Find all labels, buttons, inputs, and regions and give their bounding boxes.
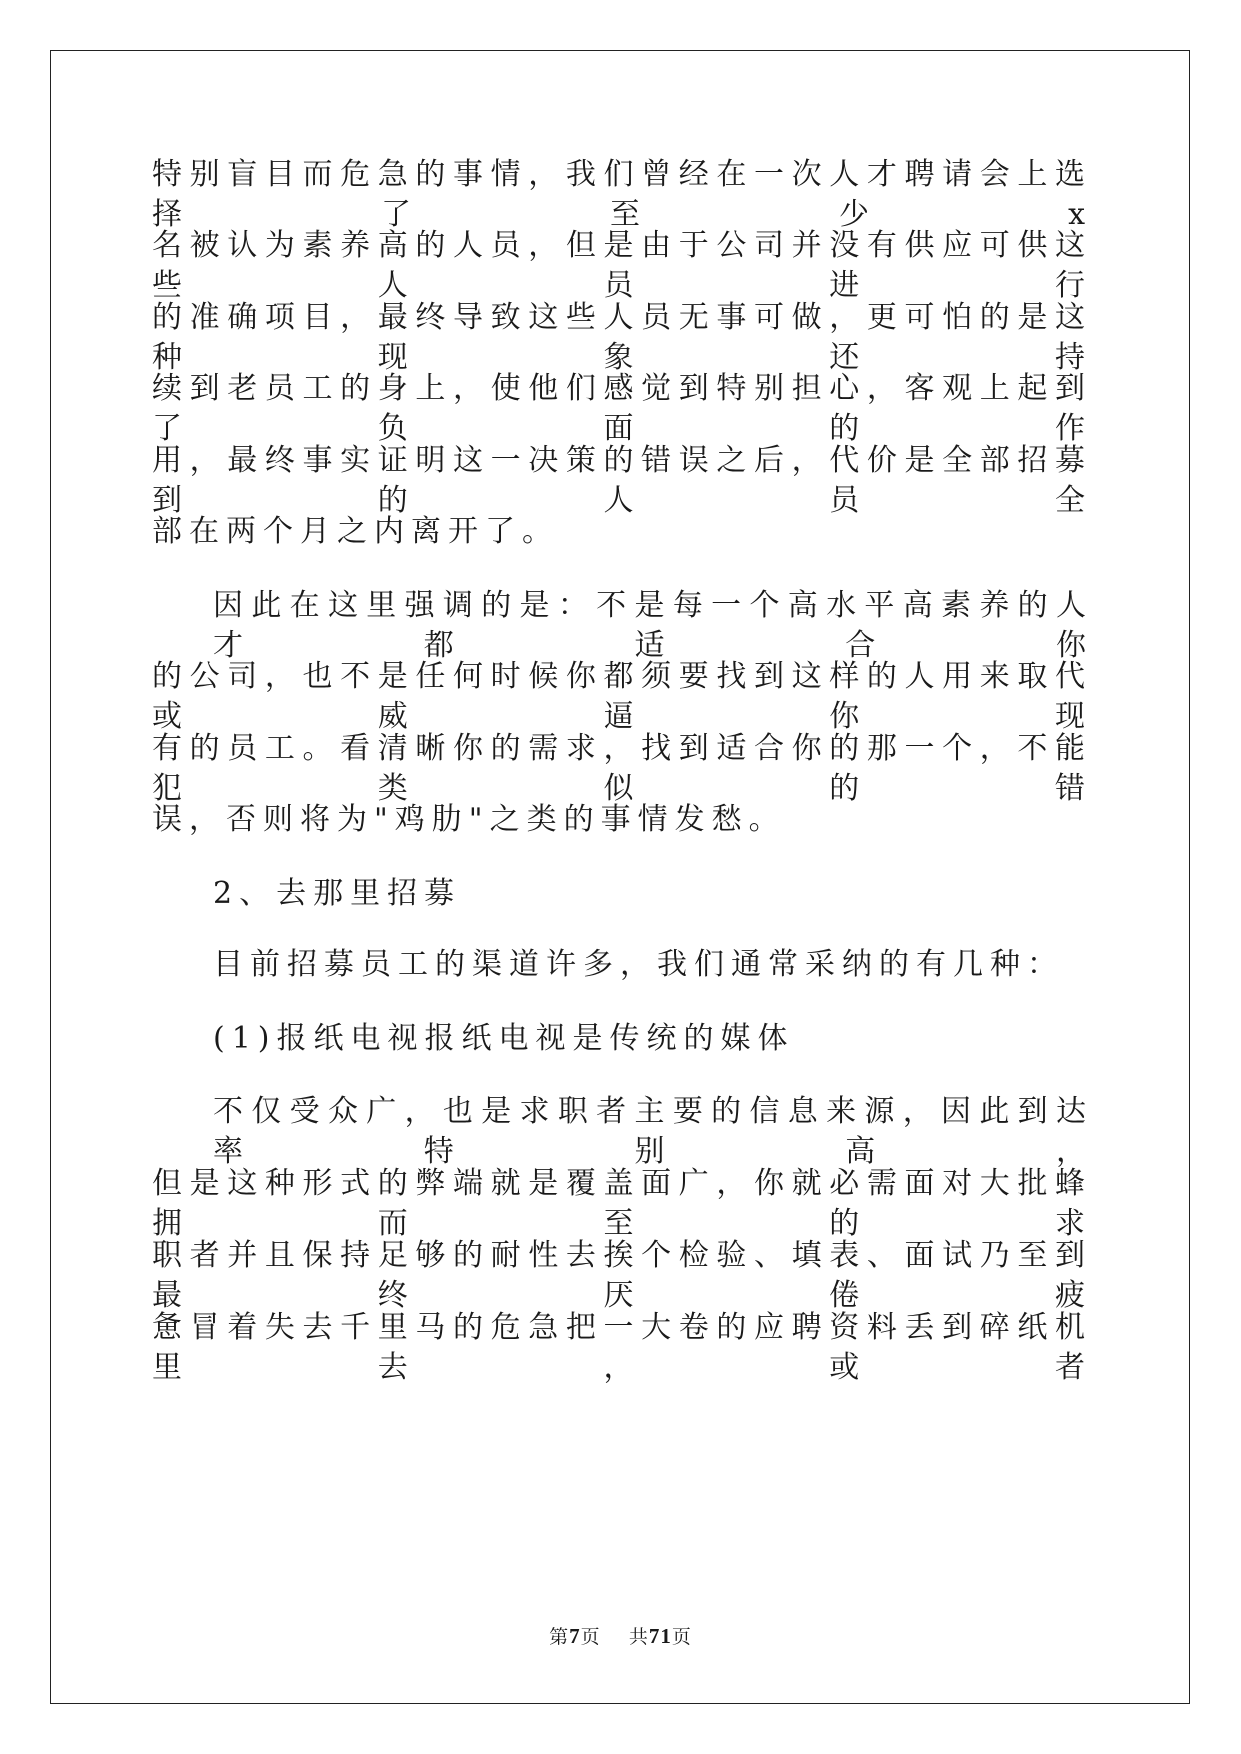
text-line-6: 部在两个月之内离开了。	[152, 514, 559, 549]
total-prefix: 共	[628, 1626, 649, 1648]
text-line-1: 特别盲目而危急的事情，我们曾经在一次人才聘请会上选择了至少x	[152, 157, 1092, 232]
text-line-7: 因此在这里强调的是：不是每一个高水平高素养的人才都适合你	[213, 588, 1093, 663]
page-number: 7	[569, 1624, 581, 1648]
text-line-5: 用，最终事实证明这一决策的错误之后，代价是全部招募到的人员全	[152, 443, 1092, 518]
page-footer	[0, 1622, 1241, 1649]
text-line-9: 有的员工。看清晰你的需求，找到适合你的那一个，不能犯类似的错	[152, 731, 1092, 806]
text-line-16: 职者并且保持足够的耐性去挨个检验、填表、面试乃至到最终厌倦疲	[152, 1238, 1092, 1313]
text-line-2: 名被认为素养高的人员，但是由于公司并没有供应可供这些人员进行	[152, 228, 1092, 303]
total-suffix: 页	[671, 1626, 692, 1648]
section-heading: 2、去那里招募	[213, 876, 462, 911]
text-line-4: 续到老员工的身上，使他们感觉到特别担心，客观上起到了负面的作	[152, 371, 1092, 446]
text-line-10: 误，否则将为"鸡肋"之类的事情发愁。	[152, 802, 786, 837]
text-line-17: 惫冒着失去千里马的危急把一大卷的应聘资料丢到碎纸机里去，或者	[152, 1310, 1092, 1385]
page-suffix: 页	[580, 1626, 601, 1648]
subsection-heading: (1)报纸电视报纸电视是传统的媒体	[213, 1021, 795, 1056]
text-line-14: 不仅受众广，也是求职者主要的信息来源，因此到达率特别高，	[213, 1094, 1093, 1169]
text-line-3: 的准确项目，最终导致这些人员无事可做，更可怕的是这种现象还持	[152, 300, 1092, 375]
text-line-12: 目前招募员工的渠道许多，我们通常采纳的有几种：	[213, 947, 1064, 982]
total-pages: 71	[648, 1624, 672, 1648]
text-line-15: 但是这种形式的弊端就是覆盖面广，你就必需面对大批蜂拥而至的求	[152, 1166, 1092, 1241]
page-prefix: 第	[549, 1626, 570, 1648]
text-line-8: 的公司，也不是任何时候你都须要找到这样的人用来取代或威逼你现	[152, 659, 1092, 734]
